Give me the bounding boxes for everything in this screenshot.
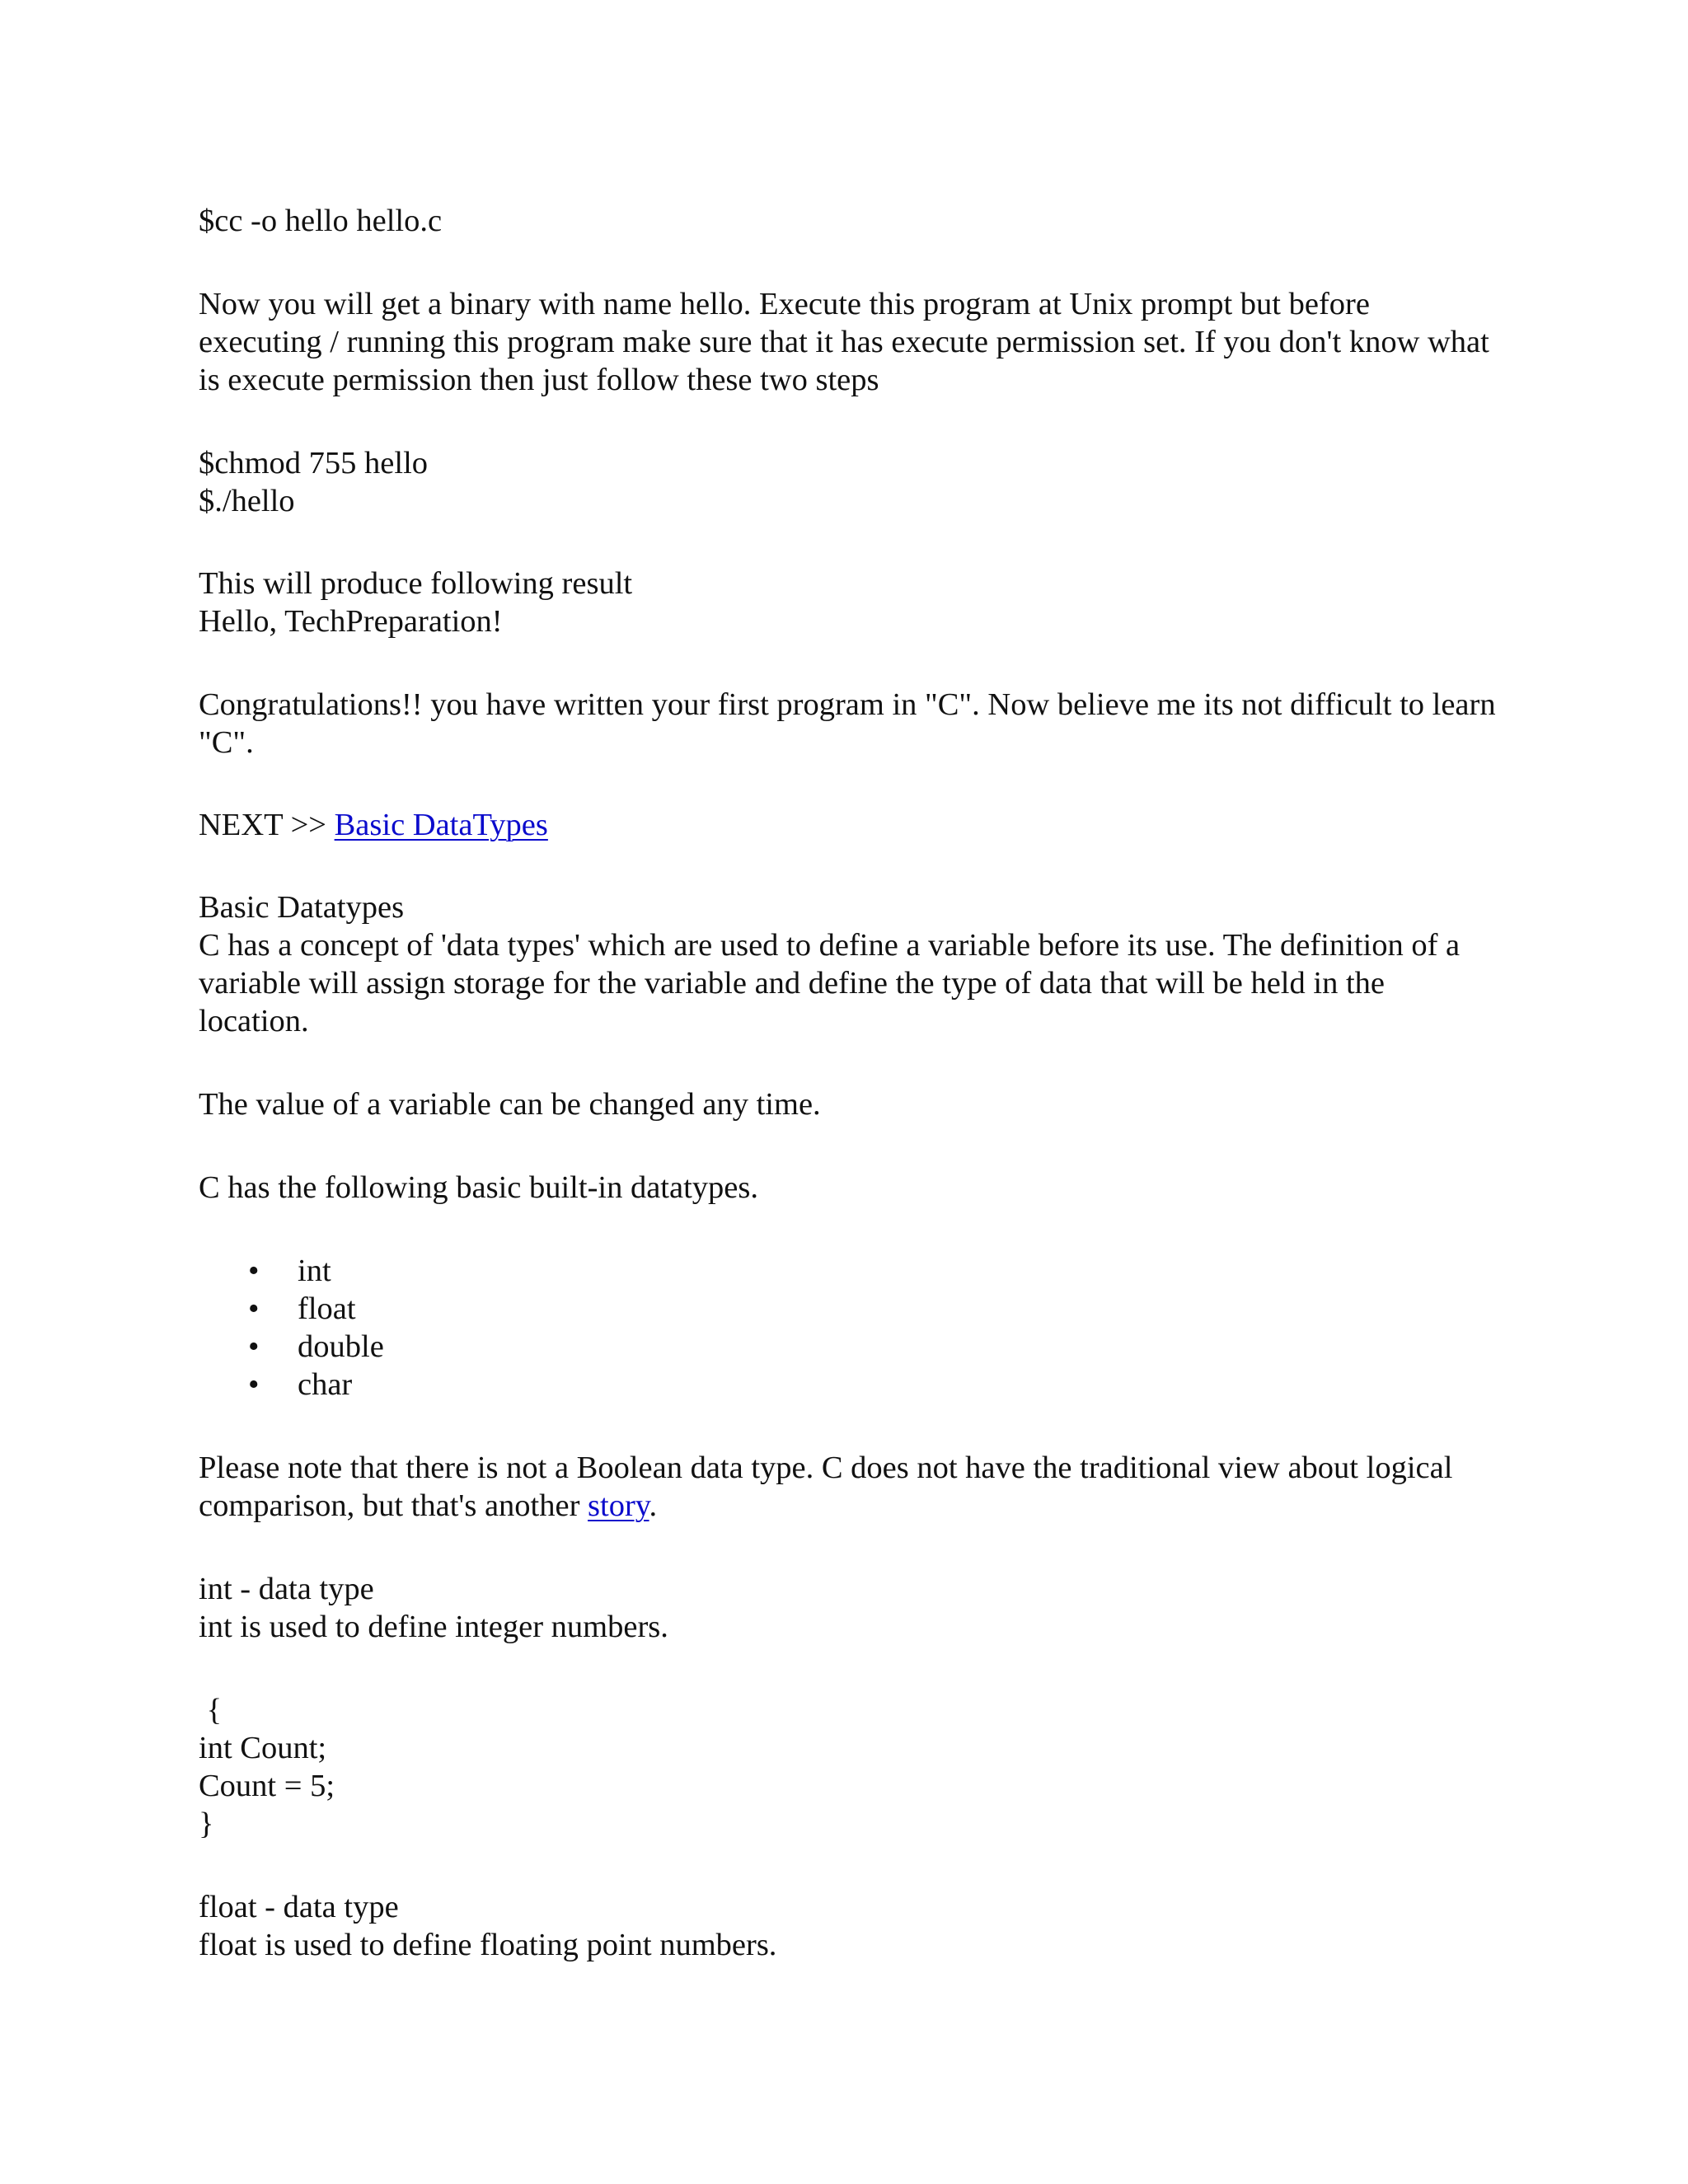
spacer [199,1525,1501,1570]
list-item [199,1366,1501,1404]
spacer [199,844,1501,888]
story-link[interactable]: story [588,1488,649,1523]
spacer [199,240,1501,285]
spacer [199,1123,1501,1169]
spacer [199,1040,1501,1085]
bullet: • [248,1254,260,1288]
result-output: Hello, TechPreparation! [199,604,503,639]
datatypes-list-intro: C has the following basic built-in datatypes. [199,1170,758,1205]
spacer [199,520,1501,565]
float-description: float is used to define floating point numbers. [199,1928,777,1962]
spacer [199,1646,1501,1691]
bullet: • [248,1291,260,1326]
boolean-note-end: . [649,1488,658,1523]
int-heading: int - data type [199,1572,374,1606]
bullet: • [248,1329,260,1364]
spacer [199,399,1501,444]
boolean-note [199,1449,1501,1525]
spacer [199,1404,1501,1449]
list-item [199,1252,1501,1290]
code-line: int Count; [199,1731,327,1765]
spacer [199,640,1501,686]
code-line: { [199,1693,223,1727]
int-code-block [199,1691,1501,1843]
datatypes-heading: Basic Datatypes [199,890,405,925]
spacer [199,762,1501,806]
code-line: Count = 5; [199,1769,335,1803]
basic-datatypes-link[interactable]: Basic DataTypes [334,808,548,842]
congrats-paragraph: Congratulations!! you have written your first program in "C". Now believe me its not difficult to learn "C". [199,687,1496,760]
chmod-command: $chmod 755 hello [199,446,429,480]
next-prefix: NEXT >> [199,808,335,842]
result-intro: This will produce following result [199,566,633,601]
datatype-name: char [298,1367,353,1402]
execute-paragraph: Now you will get a binary with name hello. Execute this program at Unix prompt but before executing / running this program make sure that it has execute permission set. If you don't know what is execute permission then just follow these two steps [199,287,1489,397]
code-line: } [199,1807,214,1841]
list-item [199,1290,1501,1328]
datatype-name: double [298,1329,384,1364]
list-item [199,1328,1501,1366]
spacer [199,1843,1501,1888]
bullet: • [248,1367,260,1402]
datatype-name: float [298,1291,356,1326]
document-page [199,202,1501,1964]
next-navigation [199,806,1501,844]
boolean-note-text: Please note that there is not a Boolean data type. C does not have the traditional view about logical comparison, but that's another [199,1451,1453,1523]
value-note: The value of a variable can be changed any time. [199,1087,821,1122]
int-description: int is used to define integer numbers. [199,1610,668,1644]
spacer [199,1207,1501,1252]
datatypes-list [199,1252,1501,1404]
datatypes-definition: C has a concept of 'data types' which are used to define a variable before its use. The definition of a variable will assign storage for the variable and define the type of data that will be held in the location. [199,928,1461,1038]
float-heading: float - data type [199,1890,399,1924]
compile-command: $cc -o hello hello.c [199,204,443,238]
datatype-name: int [298,1254,331,1288]
run-command: $./hello [199,484,295,518]
